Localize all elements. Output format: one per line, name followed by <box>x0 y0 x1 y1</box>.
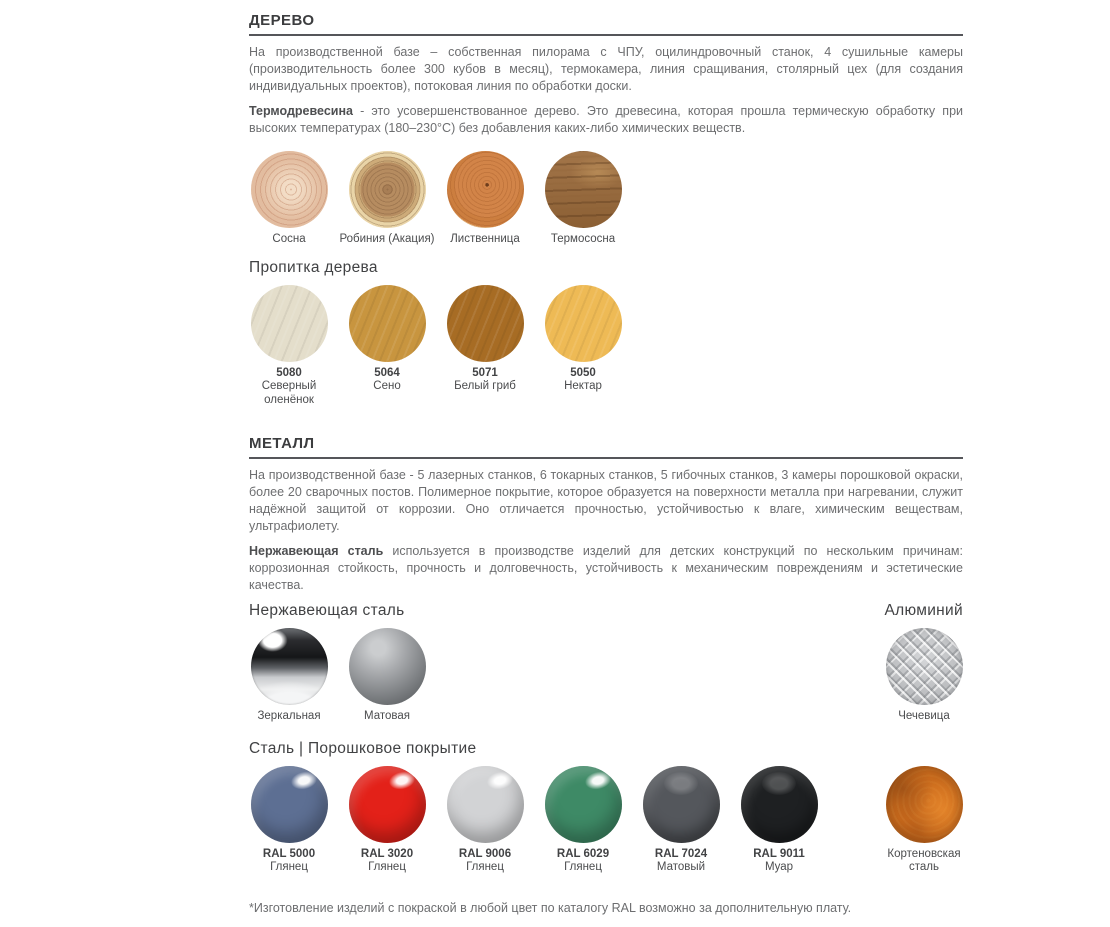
swatch-cell-ral3020 <box>338 766 436 875</box>
swatch-cell-5064 <box>338 285 436 408</box>
ral-swatch-6029 <box>545 766 622 843</box>
powder-row <box>240 766 963 875</box>
stain-name: Северный оленёнок <box>261 380 317 406</box>
wood-section-title: ДЕРЕВО <box>249 0 963 36</box>
impregnation-row <box>240 285 963 408</box>
stainless-row <box>240 628 963 724</box>
page-content <box>249 0 963 927</box>
wood-swatch-robinia <box>349 151 426 228</box>
swatch-cell-ral9006 <box>436 766 534 875</box>
ral-finish: Глянец <box>466 861 504 873</box>
ral-code: RAL 6029 <box>556 847 610 860</box>
swatch-label <box>534 848 632 875</box>
stain-swatch-5064 <box>349 285 426 362</box>
stain-code: 5064 <box>374 366 400 379</box>
swatch-cell-5071 <box>436 285 534 408</box>
ral-finish: Муар <box>764 861 794 873</box>
steel-swatch-mirror <box>251 628 328 705</box>
powder-title: Сталь | Порошковое покрытие <box>249 739 477 757</box>
ral-swatch-9006 <box>447 766 524 843</box>
swatch-cell-aluminum <box>875 628 973 724</box>
aluminum-title: Алюминий <box>884 602 963 619</box>
steel-swatch-matte <box>349 628 426 705</box>
wood-paragraph-2-lead: Термодревесина <box>249 104 353 118</box>
stainless-title: Нержавеющая сталь <box>249 602 405 619</box>
swatch-cell-ral9011 <box>730 766 828 875</box>
stain-swatch-5080 <box>251 285 328 362</box>
stain-name: Белый гриб <box>454 380 516 392</box>
swatch-label: Робиния (Акация) <box>339 233 435 245</box>
metal-paragraph-2-lead: Нержавеющая сталь <box>249 544 384 558</box>
swatch-cell-robinia <box>338 151 436 247</box>
swatch-cell-ral7024 <box>632 766 730 875</box>
swatch-cell-termososna <box>534 151 632 247</box>
swatch-label: Сосна <box>272 233 306 245</box>
swatch-cell-corten <box>875 766 973 875</box>
swatch-cell-5050 <box>534 285 632 408</box>
ral-swatch-9011 <box>741 766 818 843</box>
swatch-label: Лиственница <box>450 233 520 245</box>
swatch-cell-ral5000 <box>240 766 338 875</box>
wood-paragraph-2-rest: - это усовершенствованное дерево. Это древесина, которая прошла термическую обработку при высоких температурах (180–230°C) без добавления каких-либо химических веществ. <box>249 104 963 135</box>
aluminum-swatch-checker <box>886 628 963 705</box>
swatch-label: Чечевица <box>898 710 950 722</box>
stain-code: 5080 <box>276 366 302 379</box>
ral-swatch-3020 <box>349 766 426 843</box>
ral-swatch-7024 <box>643 766 720 843</box>
ral-swatch-5000 <box>251 766 328 843</box>
ral-footnote: *Изготовление изделий с покраской в любой цвет по каталогу RAL возможно за дополнительную плату. <box>249 900 852 915</box>
metal-paragraph-2-rest: используется в производстве изделий для детских конструкций по нескольким причинам: коррозионная стойкость, прочность и долговечность, устойчивость к механическим повреждениям и эстетические качества. <box>249 544 963 592</box>
ral-code: RAL 3020 <box>360 847 414 860</box>
stain-name: Сено <box>373 380 401 392</box>
swatch-label <box>436 848 534 875</box>
metal-subheads <box>249 602 963 620</box>
wood-species-row <box>240 151 963 247</box>
corten-swatch <box>886 766 963 843</box>
wood-swatch-sosna <box>251 151 328 228</box>
ral-code: RAL 5000 <box>262 847 316 860</box>
swatch-cell-sosna <box>240 151 338 247</box>
swatch-label <box>632 848 730 875</box>
swatch-label <box>730 848 828 875</box>
wood-swatch-termososna <box>545 151 622 228</box>
swatch-label: Матовая <box>364 710 410 722</box>
swatch-label <box>338 848 436 875</box>
swatch-label <box>534 367 632 394</box>
wood-paragraph-2 <box>249 103 963 137</box>
swatch-cell-5080 <box>240 285 338 408</box>
ral-code: RAL 9006 <box>458 847 512 860</box>
ral-code: RAL 7024 <box>654 847 708 860</box>
swatch-label <box>436 367 534 394</box>
ral-finish: Матовый <box>656 861 706 873</box>
metal-paragraph-1: На производственной базе - 5 лазерных станков, 6 токарных станков, 5 гибочных станков, 3 камеры порошковой окраски, более 20 сварочных постов. Полимерное покрытие, которое образуется на поверхности металла при нагревании, служит надёжной защитой от коррозии. Оно отличается прочностью, устойчивостью к влаге, химическим веществам, ультрафиолету. <box>249 468 963 533</box>
swatch-label <box>240 367 338 408</box>
swatch-label: Кортеновская сталь <box>887 847 961 873</box>
stain-name: Нектар <box>564 380 602 392</box>
metal-paragraph-2 <box>249 543 963 594</box>
stain-swatch-5071 <box>447 285 524 362</box>
swatch-cell-listvennitsa <box>436 151 534 247</box>
stain-code: 5071 <box>472 366 498 379</box>
swatch-label <box>240 848 338 875</box>
swatch-label: Зеркальная <box>257 710 321 722</box>
stain-code: 5050 <box>570 366 596 379</box>
swatch-cell-matte-steel <box>338 628 436 724</box>
swatch-label: Термососна <box>550 233 616 245</box>
swatch-cell-mirror <box>240 628 338 724</box>
ral-finish: Глянец <box>270 861 308 873</box>
impregnation-title: Пропитка дерева <box>249 258 378 276</box>
swatch-label <box>338 367 436 394</box>
wood-paragraph-1: На производственной базе – собственная пилорама с ЧПУ, оцилиндровочный станок, 4 сушильные камеры (производительность более 300 кубов в месяц), термокамера, линия сращивания, столярный цех (для создания индивидуальных проектов), потоковая линия по обработки доски. <box>249 45 963 93</box>
ral-finish: Глянец <box>564 861 602 873</box>
ral-finish: Глянец <box>368 861 406 873</box>
wood-swatch-listvennitsa <box>447 151 524 228</box>
ral-code: RAL 9011 <box>753 847 805 860</box>
swatch-cell-ral6029 <box>534 766 632 875</box>
stain-swatch-5050 <box>545 285 622 362</box>
metal-section-title: МЕТАЛЛ <box>249 423 963 459</box>
